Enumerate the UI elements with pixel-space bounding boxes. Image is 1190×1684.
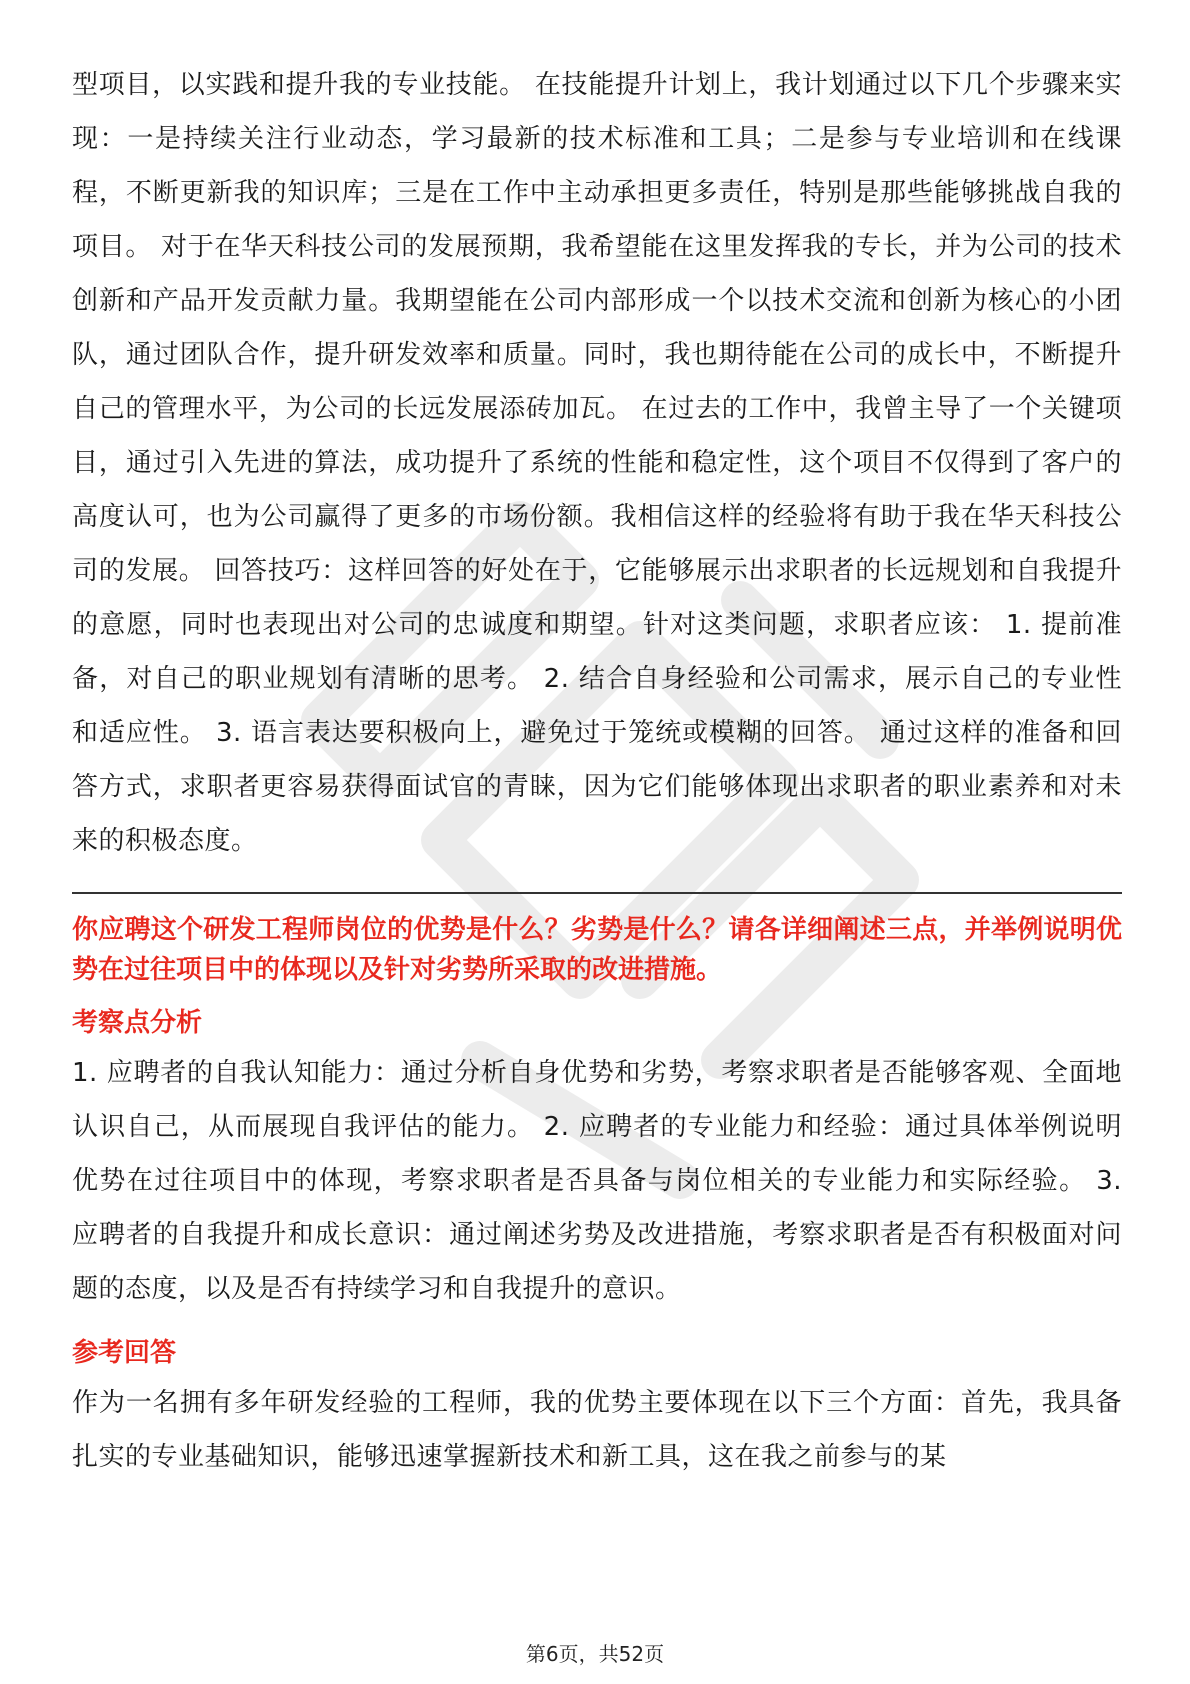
analysis-heading: 考察点分析 [72, 1008, 203, 1038]
page-content [72, 58, 1122, 1484]
interview-question: 你应聘这个研发工程师岗位的优势是什么？劣势是什么？请各详细阐述三点，并举例说明优势在过往项目中的体现以及针对劣势所采取的改进措施。 [72, 915, 1122, 985]
analysis-text: 1. 应聘者的自我认知能力：通过分析自身优势和劣势，考察求职者是否能够客观、全面地认识自己，从而展现自我评估的能力。 2. 应聘者的专业能力和经验：通过具体举例说明优势在过往项目中的体现，考察求职者是否具备与岗位相关的专业能力和实际经验。 3. 应聘者的自我提升和成长意识：通过阐述劣势及改进措施，考察求职者是否有积极面对问题的态度，以及是否有持续学习和自我提升的意识。 [72, 1058, 1122, 1304]
reference-heading: 参考回答 [72, 1338, 177, 1368]
section-divider [72, 892, 1122, 894]
reference-text: 作为一名拥有多年研发经验的工程师，我的优势主要体现在以下三个方面：首先，我具备扎实的专业基础知识，能够迅速掌握新技术和新工具，这在我之前参与的某 [72, 1388, 1122, 1472]
page-number: 第6页，共52页 [525, 1642, 665, 1666]
continuation-paragraph: 型项目，以实践和提升我的专业技能。 在技能提升计划上，我计划通过以下几个步骤来实现：一是持续关注行业动态，学习最新的技术标准和工具；二是参与专业培训和在线课程，不断更新我的知识库；三是在工作中主动承担更多责任，特别是那些能够挑战自我的项目。 对于在华天科技公司的发展预期，我希望能在这里发挥我的专长，并为公司的技术创新和产品开发贡献力量。我期望能在公司内部形成一个以技术交流和创新为核心的小团队，通过团队合作，提升研发效率和质量。同时，我也期待能在公司的成长中，不断提升自己的管理水平，为公司的长远发展添砖加瓦。 在过去的工作中，我曾主导了一个关键项目，通过引入先进的算法，成功提升了系统的性能和稳定性，这个项目不仅得到了客户的高度认可，也为公司赢得了更多的市场份额。我相信这样的经验将有助于我在华天科技公司的发展。 回答技巧：这样回答的好处在于，它能够展示出求职者的长远规划和自我提升的意愿，同时也表现出对公司的忠诚度和期望。针对这类问题，求职者应该： 1. 提前准备，对自己的职业规划有清晰的思考。 2. 结合自身经验和公司需求，展示自己的专业性和适应性。 3. 语言表达要积极向上，避免过于笼统或模糊的回答。 通过这样的准备和回答方式，求职者更容易获得面试官的青睐，因为它们能够体现出求职者的职业素养和对未来的积极态度。 [72, 70, 1122, 856]
